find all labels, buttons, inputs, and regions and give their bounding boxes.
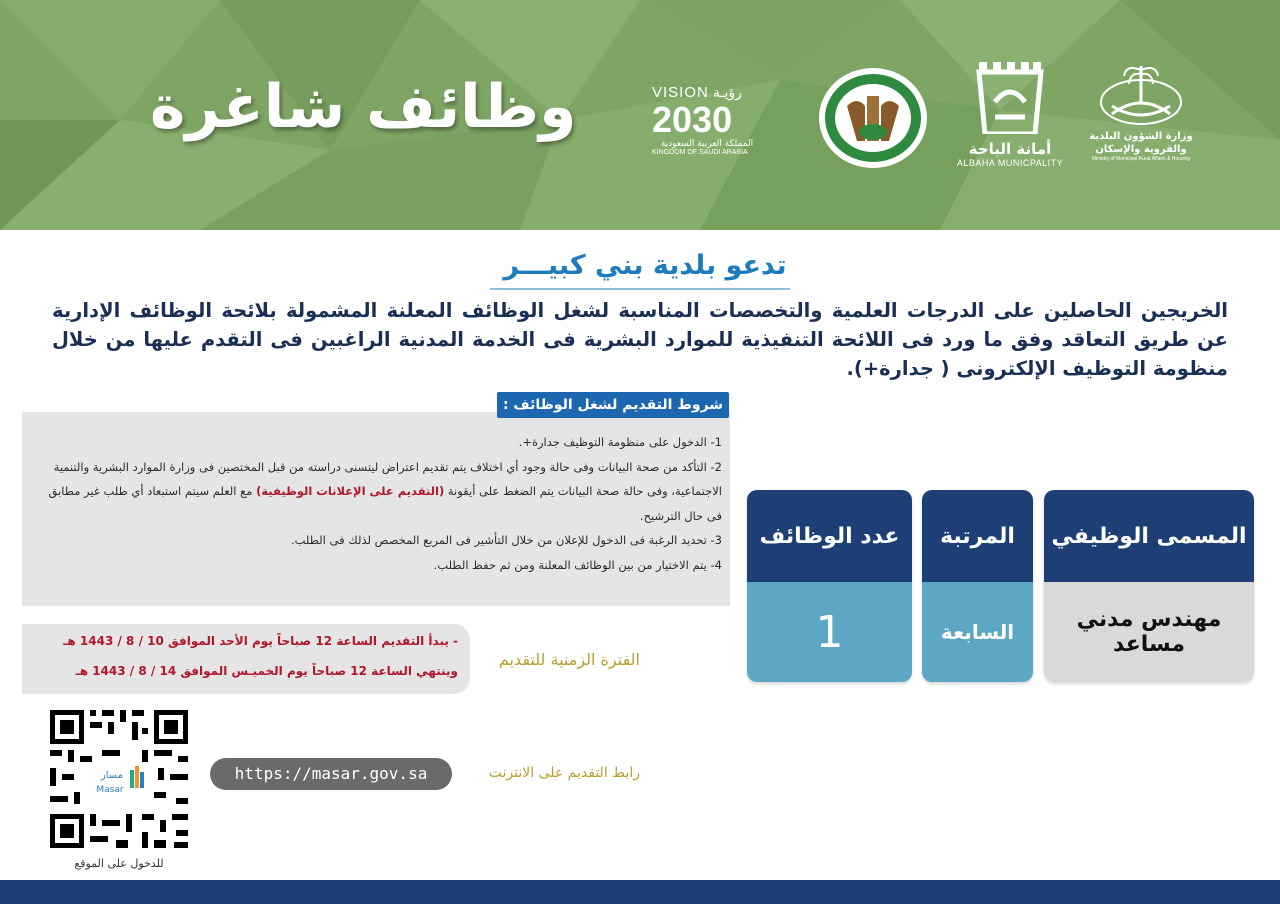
ministry-name-ar-1: وزارة الشؤون البلدية [1089, 131, 1193, 142]
page-title: وظائف شاغرة [150, 72, 577, 142]
period-end: وينتهي الساعة 12 صباحاً يوم الخميـس الموافق 14 / 8 / 1443 هـ [75, 664, 458, 678]
invitation-body: الخريجين الحاصلين على الدرجات العلمية والتخصصات المناسبة لشغل الوظائف المعلنة المشمولة بلائحة الوظائف الإدارية عن طريق التعاقد وفق ما ورد فى اللائحة التنفيذية للموارد البشرية فى الخدمة المدنية الراغبين فى التقدم عليها من خلال منظومة التوظيف الإلكترونى ( جدارة+). [52, 299, 1228, 380]
footer-bar [0, 880, 1280, 904]
ministry-logo [1086, 62, 1196, 174]
invitation-heading: تدعو بلدية بني كبيـــر [503, 250, 787, 281]
conditions-list [32, 430, 722, 577]
ministry-name-en: Ministry of Municipal Rural Affairs & Housing [1091, 156, 1191, 162]
condition-item-2-note: مع العلم سيتم استبعاد أي طلب غير مطابق فى حال الترشيح. [48, 484, 722, 523]
vision-label-ar: رؤيـة [712, 84, 742, 100]
ministry-name-ar-2: والقروية والإسكان [1095, 144, 1187, 155]
vision-2030-logo [652, 84, 782, 174]
albaha-name-ar: أمانة الباحة [968, 140, 1052, 158]
job-count-column [747, 490, 912, 682]
palm-swords-icon [1096, 62, 1186, 126]
kingdom-name-en: KINGDOM OF SAUDI ARABIA [652, 149, 748, 156]
job-title-value: مهندس مدني مساعد [1044, 582, 1254, 682]
apply-job-ads-link[interactable]: (التقديم على الإعلانات الوظيفية) [256, 484, 445, 498]
condition-item-1: 1- الدخول على منظومة التوظيف جدارة+. [518, 435, 722, 449]
header-banner [0, 0, 1280, 230]
qr-caption: للدخول على الموقع [74, 857, 164, 870]
albaha-tower-icon [975, 62, 1045, 134]
job-count-value: 1 [747, 582, 912, 682]
vision-label: VISION [652, 84, 709, 101]
application-link-label: رابط التقديم على الانترنت [488, 765, 640, 781]
condition-item-2-text: 2- التأكد من صحة البيانات وفى حالة وجود أي اختلاف يتم تقديم اعتراض ليتسنى دراسته من قبل المختصين فى وزارة الموارد البشرية والتنمية الاجتماعية، وفى حالة صحة البيانات يتم الضغط على أيقونة [53, 459, 722, 498]
condition-item-4: 4- يتم الاختيار من بين الوظائف المعلنة ومن ثم حفظ الطلب. [433, 557, 722, 572]
job-rank-value: السابعة [922, 582, 1033, 682]
albaha-name-en: ALBAHA MUNICPALITY [956, 158, 1064, 168]
bani-kabir-municipality-seal-icon [817, 66, 929, 170]
job-rank-column [922, 490, 1033, 682]
period-label: الفترة الزمنية للتقديم [498, 650, 640, 669]
condition-item-2 [32, 455, 722, 529]
period-start: - يبدأ التقديم الساعة 12 صباحاً يوم الأحد الموافق 10 / 8 / 1443 هـ [63, 634, 458, 648]
job-title-column [1044, 490, 1254, 682]
condition-item-3: 3- تحديد الرغبة فى الدخول للإعلان من خلال التأشير فى المربع المخصص لذلك فى الطلب. [290, 533, 722, 547]
kingdom-name-ar: المملكة العربية السعودية [660, 139, 754, 149]
job-count-header: عدد الوظائف [747, 490, 912, 582]
application-url-link[interactable]: https://masar.gov.sa [210, 758, 452, 790]
conditions-label: شروط التقديم لشغل الوظائف : [497, 392, 729, 418]
masar-logo-en: Masar [96, 785, 124, 795]
masar-logo-ar: مسار [100, 770, 124, 781]
albaha-municipality-logo [950, 62, 1070, 174]
job-rank-header: المرتبة [922, 490, 1033, 582]
job-title-header: المسمى الوظيفي [1044, 490, 1254, 582]
heading-underline [490, 288, 790, 290]
vision-year: 2030 [652, 99, 733, 140]
qr-code-icon[interactable] [46, 706, 192, 852]
